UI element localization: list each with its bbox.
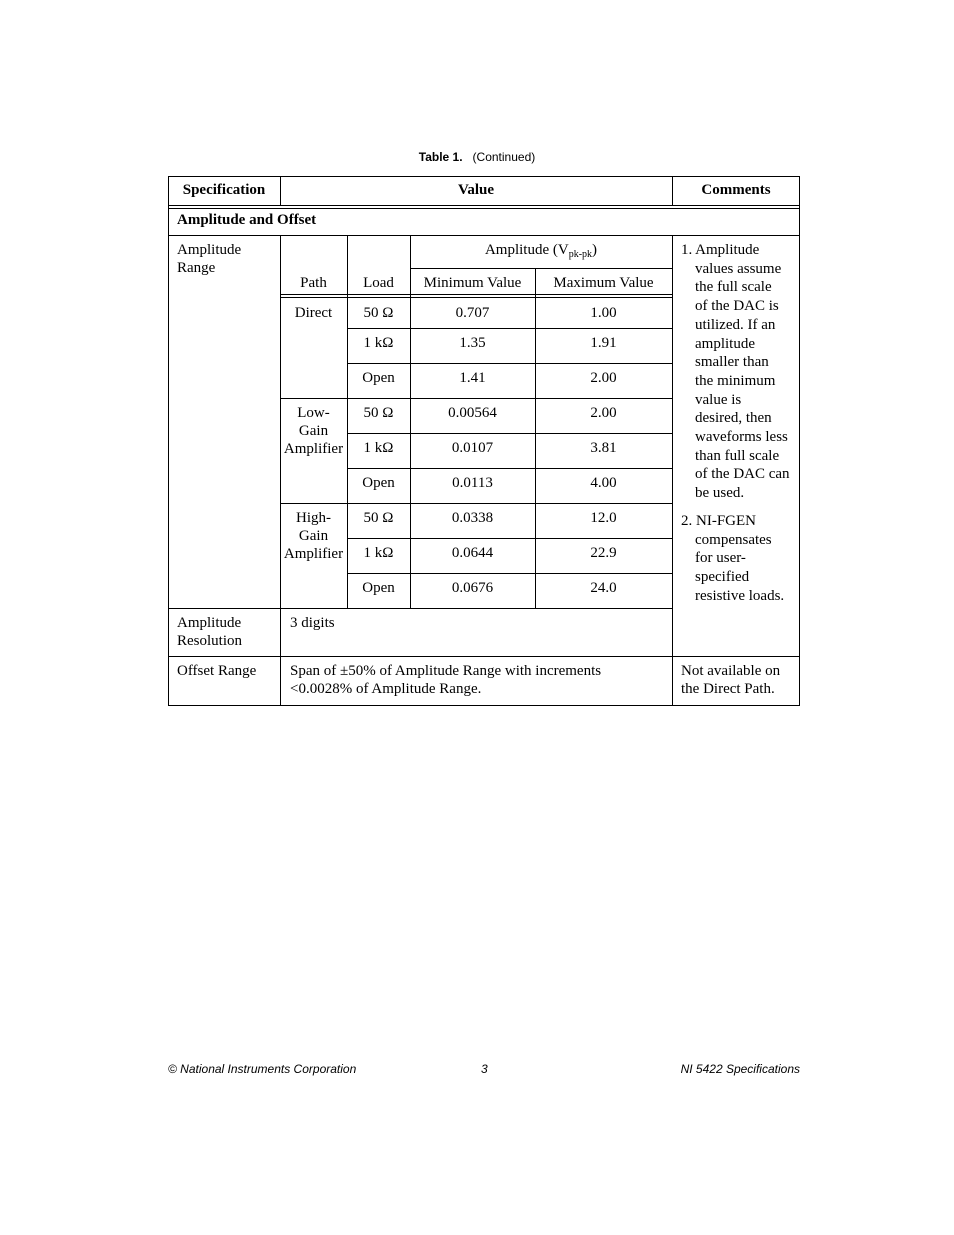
max-value-cell: 3.81 xyxy=(590,440,617,456)
spec-table xyxy=(168,176,800,706)
load-cell: Open xyxy=(362,580,395,596)
resolution-bottom-rule xyxy=(168,656,800,657)
border-top xyxy=(168,176,800,177)
subheader-rule-1 xyxy=(280,294,672,295)
comment-note-1-line: desired, then xyxy=(695,410,772,427)
footer-page-number: 3 xyxy=(481,1062,488,1076)
min-value-cell: 0.0107 xyxy=(451,440,494,456)
comment-note-2-line: specified xyxy=(695,569,750,586)
comment-note-1-line: smaller than xyxy=(695,354,769,371)
path-name: Amplifier xyxy=(283,546,344,562)
min-value-cell: 0.0113 xyxy=(452,475,493,491)
amplitude-group-header xyxy=(410,241,672,265)
min-value-cell: 1.41 xyxy=(459,370,486,386)
amplitude-range-label-line1: Amplitude xyxy=(177,242,242,258)
load-cell: 1 kΩ xyxy=(363,545,394,561)
offset-range-value-line2: <0.0028% of Amplitude Range. xyxy=(290,681,482,697)
table-caption-text: (Continued) xyxy=(472,150,536,164)
path-name: Amplifier xyxy=(283,441,344,457)
max-value-cell: 4.00 xyxy=(590,475,617,491)
offset-range-value-line1: Span of ±50% of Amplitude Range with increments xyxy=(290,663,602,679)
row-rule xyxy=(347,363,672,364)
path-name: Direct xyxy=(294,305,333,321)
min-value-cell: 0.00564 xyxy=(448,405,497,421)
group-header-prefix: Amplitude (V xyxy=(484,242,569,258)
offset-range-comment-line1: Not available on xyxy=(681,663,781,679)
header-specification: Specification xyxy=(182,182,266,198)
comment-note-2-line: compensates xyxy=(695,531,772,548)
amplitude-resolution-value: 3 digits xyxy=(290,615,335,631)
load-cell: 50 Ω xyxy=(363,510,394,526)
table-caption xyxy=(0,150,954,164)
comments-column-rule-lower xyxy=(672,656,673,706)
path-name: High- xyxy=(296,510,331,526)
border-left xyxy=(168,176,169,706)
group-header-rule xyxy=(410,268,672,269)
comment-note-1-line: the minimum xyxy=(695,372,776,389)
footer-right: NI 5422 Specifications xyxy=(680,1062,800,1076)
comment-note-1-line: utilized. If an xyxy=(695,316,776,333)
max-value-cell: 24.0 xyxy=(590,580,617,596)
border-right xyxy=(799,176,800,706)
min-value-cell: 0.0338 xyxy=(451,510,494,526)
comment-note-1-line: than full scale xyxy=(695,447,780,464)
load-cell: 50 Ω xyxy=(363,305,394,321)
footer-left: © National Instruments Corporation xyxy=(168,1062,357,1076)
comment-note-2-line: 2. NI-FGEN xyxy=(681,513,756,529)
row-rule xyxy=(347,468,672,469)
path-group-rule xyxy=(280,503,672,504)
max-value-cell: 22.9 xyxy=(590,545,617,561)
min-value-cell: 0.0676 xyxy=(451,580,494,596)
row-rule xyxy=(347,433,672,434)
comment-note-1-line: value is xyxy=(695,391,742,408)
path-name: Low- xyxy=(297,405,330,421)
comment-note-1-line: be used. xyxy=(695,485,745,502)
section-bottom-rule xyxy=(168,235,800,236)
table-number: Table 1. xyxy=(418,150,463,164)
row-rule xyxy=(347,573,672,574)
path-name: Gain xyxy=(298,423,329,439)
max-value-cell: 12.0 xyxy=(590,510,617,526)
offset-range-label: Offset Range xyxy=(177,663,257,679)
row-rule xyxy=(347,328,672,329)
comment-note-1-line: the full scale xyxy=(695,279,772,296)
min-value-cell: 0.0644 xyxy=(451,545,494,561)
comment-note-2-line: for user- xyxy=(695,550,746,567)
group-header-subscript: pk-pk xyxy=(568,249,593,260)
col-path-header: Path xyxy=(300,275,327,291)
load-cell: 1 kΩ xyxy=(363,335,394,351)
col-load-header: Load xyxy=(363,275,394,291)
comment-note-1-line: 1. Amplitude xyxy=(681,242,760,258)
path-name: Gain xyxy=(298,528,329,544)
max-value-cell: 1.00 xyxy=(590,305,617,321)
comment-note-1-line: of the DAC can xyxy=(695,466,790,483)
comment-note-1-line: values assume xyxy=(695,260,782,277)
comments-column-rule-upper xyxy=(672,235,673,656)
load-cell: Open xyxy=(362,475,395,491)
amplitude-range-label-line2: Range xyxy=(177,260,216,276)
load-cell: 50 Ω xyxy=(363,405,394,421)
max-value-cell: 2.00 xyxy=(590,370,617,386)
header-bottom-rule xyxy=(168,205,800,206)
comment-note-2-line: resistive loads. xyxy=(695,587,785,604)
load-cell: Open xyxy=(362,370,395,386)
col-min-header: Minimum Value xyxy=(423,275,522,291)
header-value: Value xyxy=(457,182,495,198)
amplitude-resolution-label-line2: Resolution xyxy=(177,633,243,649)
comment-note-1-line: waveforms less xyxy=(695,429,788,445)
group-header-suffix: ) xyxy=(592,242,598,258)
header-comments: Comments xyxy=(701,182,771,198)
amplitude-range-bottom-rule xyxy=(168,608,672,609)
min-value-cell: 0.707 xyxy=(455,305,490,321)
path-group-rule xyxy=(280,398,672,399)
subheader-rule-2 xyxy=(280,297,672,298)
max-value-cell: 1.91 xyxy=(590,335,617,351)
load-cell: 1 kΩ xyxy=(363,440,394,456)
col-max-header: Maximum Value xyxy=(553,275,654,291)
border-bottom xyxy=(168,705,800,706)
comment-note-1-line: of the DAC is xyxy=(695,298,779,315)
min-value-cell: 1.35 xyxy=(459,335,486,351)
max-value-cell: 2.00 xyxy=(590,405,617,421)
offset-range-comment-line2: the Direct Path. xyxy=(681,681,775,697)
row-rule xyxy=(347,538,672,539)
comment-note-1-line: amplitude xyxy=(695,335,755,352)
amplitude-resolution-label-line1: Amplitude xyxy=(177,615,242,631)
section-title: Amplitude and Offset xyxy=(177,212,317,228)
section-top-rule xyxy=(168,208,800,209)
